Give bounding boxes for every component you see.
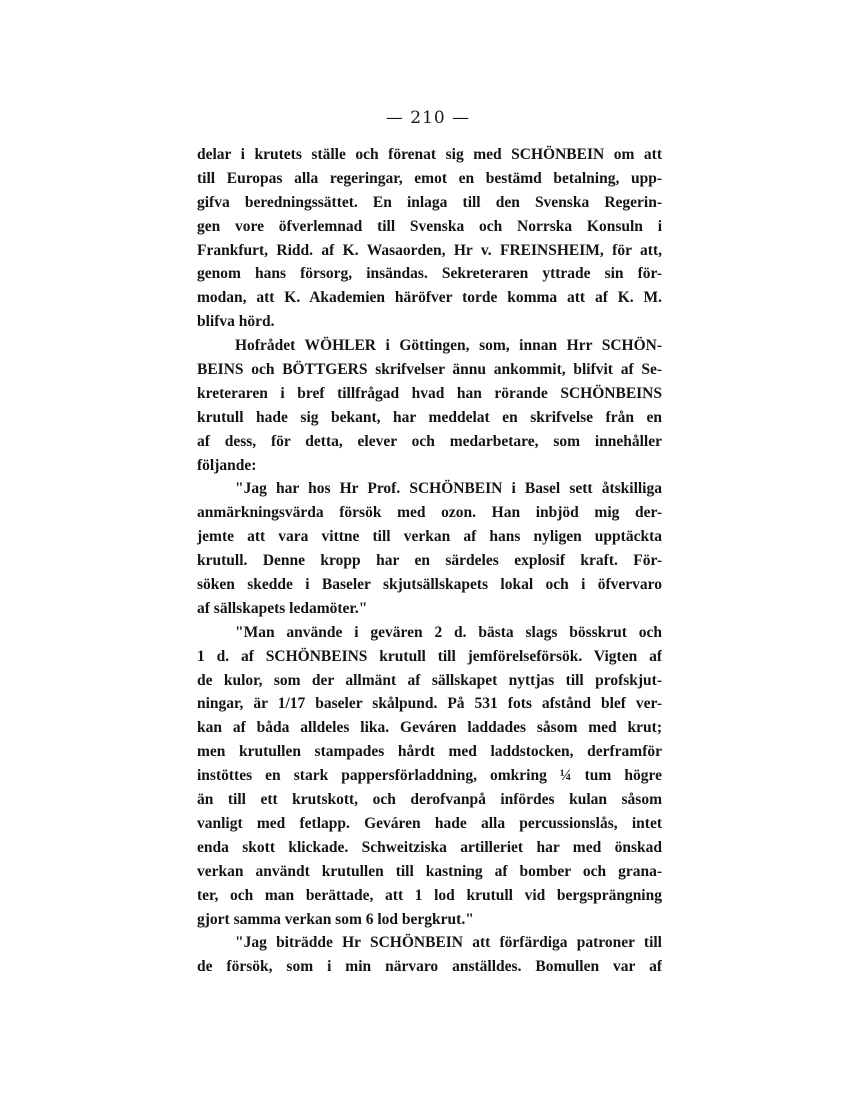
text-line: verkan användt krutullen till kastning af bomber och grana- bbox=[197, 862, 662, 880]
text-line: gjort samma verkan som 6 lod bergkrut." bbox=[197, 910, 474, 928]
text-line: af sällskapets ledamöter." bbox=[197, 599, 368, 617]
text-line: de försök, som i min närvaro anställdes. Bomullen var af bbox=[197, 958, 662, 976]
text-line: söken skedde i Baseler skjutsällskapets lokal och i öfvervaro bbox=[197, 576, 662, 594]
text-line: anmärkningsvärda försök med ozon. Han inbjöd mig der- bbox=[197, 504, 662, 522]
text-line: instöttes en stark pappersförladdning, omkring ¼ tum högre bbox=[197, 767, 662, 785]
text-line: "Man använde i gevären 2 d. bästa slags bösskrut och bbox=[235, 623, 662, 641]
text-line: krutull. Denne kropp har en särdeles explosif kraft. För- bbox=[197, 552, 662, 570]
text-line: Hofrådet WÖHLER i Göttingen, som, innan Hrr SCHÖN- bbox=[235, 337, 662, 355]
text-line: af dess, för detta, elever och medarbetare, som innehåller bbox=[197, 432, 662, 450]
text-line: genom hans försorg, insändas. Sekreteraren yttrade sin för- bbox=[197, 265, 662, 283]
body-text bbox=[197, 143, 662, 979]
text-line: krutull hade sig bekant, har meddelat en skrifvelse från en bbox=[197, 408, 662, 426]
text-line: delar i krutets ställe och förenat sig med SCHÖNBEIN om att bbox=[197, 146, 662, 163]
text-line: blifva hörd. bbox=[197, 313, 275, 331]
text-line: ter, och man berättade, att 1 lod krutull vid bergsprängning bbox=[197, 886, 662, 904]
text-line: kreteraren i bref tillfrågad hvad han rörande SCHÖNBEINS bbox=[197, 384, 662, 402]
text-line: men krutullen stampades hårdt med laddstocken, derframför bbox=[197, 743, 662, 761]
text-line: enda skott klickade. Schweitziska artilleriet har med önskad bbox=[197, 838, 662, 856]
text-line: Frankfurt, Ridd. af K. Wasaorden, Hr v. FREINSHEIM, för att, bbox=[197, 241, 662, 259]
paragraph-5 bbox=[197, 931, 662, 979]
text-line: ningar, är 1/17 baseler skålpund. På 531 fots afstånd blef ver- bbox=[197, 695, 662, 713]
text-line: följande: bbox=[197, 456, 257, 474]
text-line: kan af båda alldeles lika. Geváren laddades såsom med krut; bbox=[197, 719, 662, 737]
text-line: BEINS och BÖTTGERS skrifvelser ännu ankommit, blifvit af Se- bbox=[197, 361, 662, 379]
paragraph-2 bbox=[197, 334, 662, 477]
paragraph-4 bbox=[197, 621, 662, 932]
paragraph-1 bbox=[197, 143, 662, 334]
text-line: 1 d. af SCHÖNBEINS krutull till jemförelseförsök. Vigten af bbox=[197, 647, 662, 665]
text-line: "Jag har hos Hr Prof. SCHÖNBEIN i Basel sett åtskilliga bbox=[235, 480, 662, 498]
text-line: jemte att vara vittne till verkan af hans nyligen upptäckta bbox=[197, 528, 662, 546]
text-line: gen vore öfverlemnad till Svenska och Norrska Konsuln i bbox=[197, 217, 662, 235]
text-line: modan, att K. Akademien häröfver torde komma att af K. M. bbox=[197, 289, 662, 307]
paragraph-3 bbox=[197, 477, 662, 620]
page-number-header: — 210 — bbox=[385, 108, 471, 128]
text-line: till Europas alla regeringar, emot en bestämd betalning, upp- bbox=[197, 169, 662, 187]
text-line: de kulor, som der allmänt af sällskapet nyttjas till profskjut- bbox=[197, 671, 662, 689]
text-line: vanligt med fetlapp. Geváren hade alla percussionslås, intet bbox=[197, 814, 662, 832]
text-line: gifva beredningssättet. En inlaga till den Svenska Regerin- bbox=[197, 193, 662, 211]
text-line: "Jag biträdde Hr SCHÖNBEIN att förfärdiga patroner till bbox=[235, 934, 662, 952]
text-line: än till ett krutskott, och derofvanpå infördes kulan såsom bbox=[197, 791, 662, 809]
